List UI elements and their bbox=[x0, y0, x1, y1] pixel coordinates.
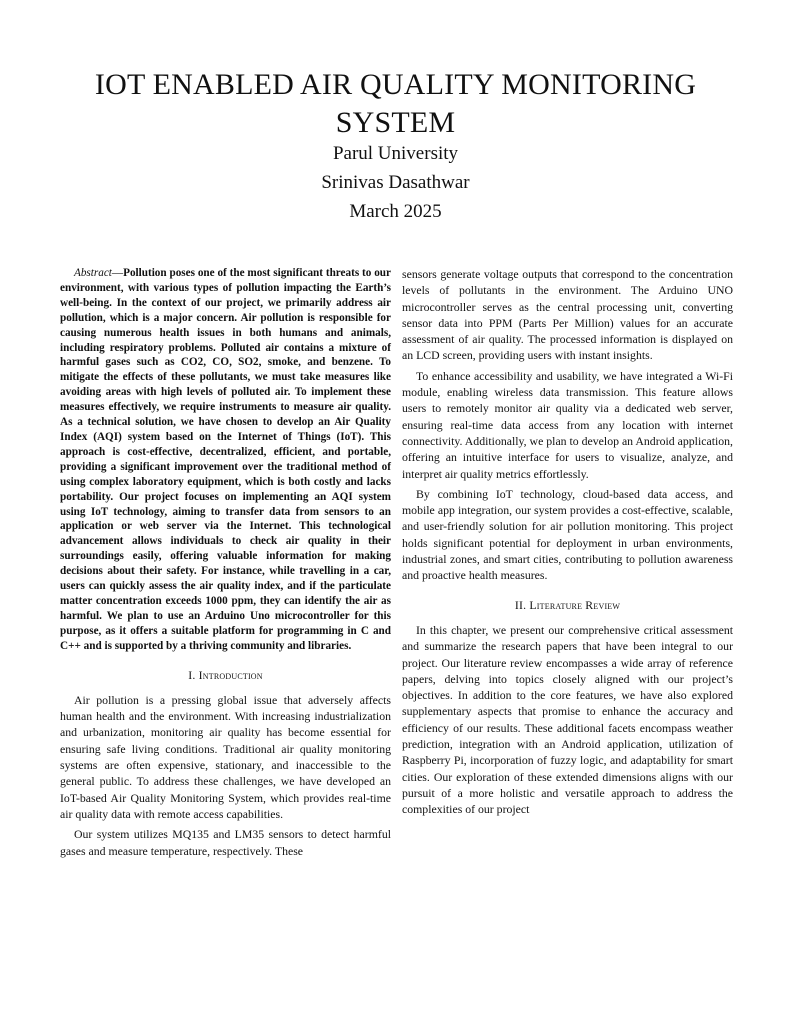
intro-paragraph: Air pollution is a pressing global issue that adversely affects human health and the environment. With increasing industrialization and urbanization, monitoring air quality has become essential for ensuring safe living conditions. Traditional air quality monitoring systems are often expensive, stationary, and inaccessible to the general public. To address these challenges, we have developed an IoT-based Air Quality Monitoring System, which provides real-time air quality data with remote access capabilities. bbox=[60, 692, 391, 821]
section-title: Literature Review bbox=[529, 597, 621, 612]
intro-paragraph: Our system utilizes MQ135 and LM35 sensors to detect harmful gases and measure temperature, respectively. These bbox=[60, 827, 391, 858]
section-number: I. bbox=[188, 667, 196, 682]
intro-paragraph: To enhance accessibility and usability, we have integrated a Wi-Fi module, enabling wireless data transmission. This feature allows users to remotely monitor air quality via a dedicated web server, ensuring real-time data access from any location with internet connectivity. Additionally, we plan to develop an Android application, offering an intuitive interface for users to visualize, analyze, and interpret air quality metrics effortlessly. bbox=[402, 368, 734, 481]
section-title: Introduction bbox=[198, 667, 263, 682]
intro-paragraph-continued: sensors generate voltage outputs that correspond to the concentration levels of pollutants in the environment. The Arduino UNO microcontroller serves as the central processing unit, converting sensor data into PPM (Parts Per Million) values for an accurate assessment of air quality. The processed information is displayed on an LCD screen, providing users with instant insights. bbox=[402, 267, 733, 363]
section-heading-introduction bbox=[60, 667, 391, 683]
paper-title: IOT ENABLED AIR QUALITY MONITORING SYSTEM bbox=[94, 68, 697, 139]
intro-paragraph: By combining IoT technology, cloud-based data access, and mobile app integration, our system provides a cost-effective, scalable, and user-friendly solution for air pollution monitoring. This project holds significant potential for deployment in urban environments, industrial zones, and smart cities, contributing to pollution awareness and proactive health measures. bbox=[402, 486, 733, 583]
abstract-label: Abstract bbox=[74, 267, 112, 279]
paper-affiliation: Parul University bbox=[332, 143, 459, 164]
section-heading-literature-review bbox=[402, 597, 733, 613]
abstract-text: Pollution poses one of the most significant threats to our environment, with various types of pollution impacting the Earth’s well-being. In the context of our project, we primarily address air pollution, which is a major concern. Air pollution is responsible for causing numerous health issues in both humans and animals, including respiratory problems. Polluted air contains a mixture of harmful gases such as CO2, CO, SO2, smoke, and benzene. To mitigate the effects of these pollutants, we must take measures like avoiding areas with high levels of polluted air. To implement these measures effectively, we require instruments to measure air quality. As a technical solution, we have chosen to develop an Air Quality Index (AQI) system based on the Internet of Things (IoT). This approach is cost-effective, decentralized, efficient, and portable, providing a significant improvement over the traditional method of using complex laboratory equipment, which is both costly and lacks portability. Our project focuses on implementing an AQI system using IoT technology, aiming to transfer data from sensors to an application or web server via the Internet. This technological advancement allows individuals to check air quality in their surroundings easily, offering valuable information for making decisions about their safety. For instance, while travelling in a car, users can quickly assess the air quality index, and if the particulate matter concentration exceeds 1000 ppm, they can identify the air as harmful. We plan to use an Arduino Uno microcontroller for this purpose, as it offers a suitable platform for programming in C and C++ and is supported by a thriving community and libraries. bbox=[60, 267, 391, 652]
section-number: II. bbox=[514, 597, 527, 612]
left-column bbox=[60, 266, 391, 859]
abstract bbox=[60, 266, 391, 654]
abstract-dash: — bbox=[111, 267, 124, 279]
paper-author: Srinivas Dasathwar bbox=[321, 172, 470, 193]
right-column bbox=[402, 266, 733, 818]
paper-date: March 2025 bbox=[349, 201, 442, 222]
literature-paragraph: In this chapter, we present our comprehensive critical assessment and summarize the research papers that have been integral to our project. Our literature review encompasses a wide array of reference papers, delving into topics closely aligned with our project’s objectives. In addition to the core features, we have also explored supplementary aspects that promise to enhance the accuracy and efficiency of our results. These additional facets encompass weather prediction, integration with an Android application, utilization of Raspberry Pi, incorporation of fuzzy logic, and adaptability for smart cities. Our exploration of these extended dimensions aligns with our pursuit of a more holistic and versatile approach to address the complexities of our project bbox=[402, 622, 733, 817]
